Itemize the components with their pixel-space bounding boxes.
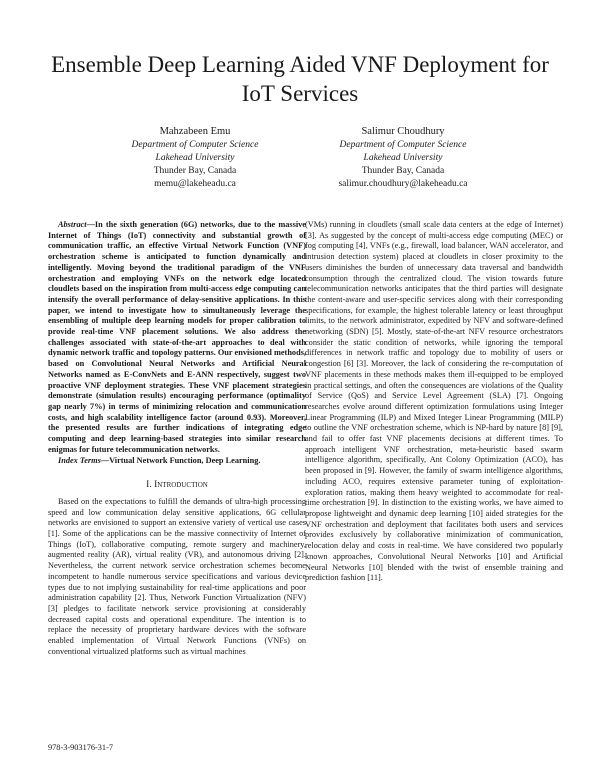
- left-column: [48, 220, 306, 657]
- index-terms-text: —Virtual Network Function, Deep Learning.: [100, 456, 261, 466]
- author-name: Salimur Choudhury: [361, 126, 445, 137]
- index-terms-label: Index Terms: [58, 456, 101, 466]
- author-department: Department of Computer Science: [339, 140, 467, 150]
- author-location: Thunder Bay, Canada: [153, 166, 237, 176]
- section-heading-introduction: I. Introduction: [146, 480, 208, 491]
- author-email: salimur.choudhury@lakeheadu.ca: [338, 179, 468, 189]
- abstract-text: —In the sixth generation (6G) networks, due to the massive Internet of Things (IoT) connectivity and substantial growth of communication traffic, an effective Virtual Network Function (VNF) orchestration scheme is anticipated to function dynamically and intelligently. Moving beyond the traditional paradigm of the VNF orchestration and employing VNFs on the network edge located cloudlets based on the inspiration from multi-access edge computing can intensify the overall performance of delay-sensitive applications. In this paper, we intend to investigate how to simultaneously leverage the ensembling of multiple deep learning models for proper calibration to provide real-time VNF placement solutions. We also address the challenges associated with state-of-the-art approaches to deal with dynamic network traffic and topology patterns. Our envisioned methods, based on Convolutional Neural Networks and Artificial Neural Networks named as E-ConvNets and E-ANN respectively, suggest two proactive VNF deployment strategies. These VNF placement strategies demonstrate (simulation results) encouraging performance (optimality gap nearly 7%) in terms of minimizing relocation and communication costs, and high scalability intelligence factor (around 0.93). Moreover, the presented results are further indications of integrating edge computing and deep learning-based strategies into similar research enigmas for future telecommunication networks.: [48, 220, 306, 454]
- author-location: Thunder Bay, Canada: [361, 166, 445, 176]
- author-email: memu@lakeheadu.ca: [154, 179, 236, 189]
- intro-paragraph-right: (VMs) running in cloudlets (small scale data centers at the edge of Internet) [3]. As suggested by the concept of multi-access edge computing (MEC) or fog computing [4], VNFs (e.g., firewall, load balancer, WAN accelerator, and intrusion detection system) placed at cloudlets in closer proximity to the users diminishes the burden of unnecessary data traversal and bandwidth consumption through the centralized cloud. The vision towards future telecommunication networks anticipates that the third parties will designate the content-aware and user-specific services along with their corresponding specifications, for example, the highest tolerable latency or least throughput limits, to the network administrator, expedited by NFV and software-defined networking (SDN) [5]. Mostly, state-of-the-art NFV resource orchestrators consider the static condition of networks, while ignoring the temporal differences in network traffic and topology due to mobility of users or congestion [6] [3]. Moreover, the lack of considering the re-computation of VNF placements in these methods makes them ill-equipped to be employed in practical settings, and often the consequences are violations of the Quality of Service (QoS) and Service Level Agreement (SLA) [7]. Ongoing researches evolve around different optimization formulations using Integer Linear Programming (ILP) and Mixed Integer Linear Programming (MILP) to outline the VNF orchestration scheme, which is NP-hard by nature [8] [9], and fail to offer fast VNF placements decisions at different times. To approach intelligent VNF orchestration, meta-heuristic based swarm intelligence algorithm, specifically, Ant Colony Optimization (ACO), has been proposed in [9]. However, the family of swarm intelligence algorithms, including ACO, requires extensive parameter tuning of exploitation-exploration ratios, making them heavy weighted to accommodate for real-time orchestration [9]. In distinction to the existing works, we have aimed to propose lightweight and dynamic deep learning [10] aided strategies for the VNF orchestration and deployment that facilitates both users and services provides exclusively by collaborative minimization of communication, relocation delay and costs in real-time. We have considered two popularly known approaches, Convolutional Neural Networks [10] and Artificial Neural Networks [10] blended with the twist of ensemble training and prediction fashion [11].: [305, 220, 563, 583]
- abstract-label: Abstract: [58, 220, 87, 229]
- author-department: Department of Computer Science: [131, 140, 259, 150]
- abstract: [48, 220, 306, 455]
- index-terms: [48, 456, 306, 467]
- right-column: [305, 220, 563, 584]
- intro-paragraph-left: Based on the expectations to fulfill the demands of ultra-high processing speed and low communication delay sensitive applications, 6G cellular networks are envisioned to support an extensive variety of vertical use cases [1]. Some of the applications can be the massive connectivity of Internet of Things (IoT), collaborative computing, remote surgery and machinery, augmented reality (AR), virtual reality (VR), and autonomous driving [2]. Nevertheless, the current network service orchestration schemes become incompetent to handle numerous service specifications and various device types due to not implying sustainability for real-time applications and poor administration capability [2]. Thus, Network Function Virtualization (NFV) [3] pledges to facilitate network service provisioning at considerably decreased capital costs and operational expenditure. The intention is to replace the necessity of proprietary hardware devices with the software enabled implementation of Virtual Network Functions (VNFs) on conventional virtualized platforms such as virtual machines: [48, 496, 306, 656]
- author-name: Mahzabeen Emu: [159, 126, 231, 137]
- paper-title: Ensemble Deep Learning Aided VNF Deployment for IoT Services: [51, 52, 549, 106]
- footer-isbn: 978-3-903176-31-7: [48, 743, 113, 752]
- author-block-2: [283, 124, 523, 191]
- author-block-1: [75, 124, 315, 191]
- author-university: Lakehead University: [155, 153, 235, 163]
- author-university: Lakehead University: [363, 153, 443, 163]
